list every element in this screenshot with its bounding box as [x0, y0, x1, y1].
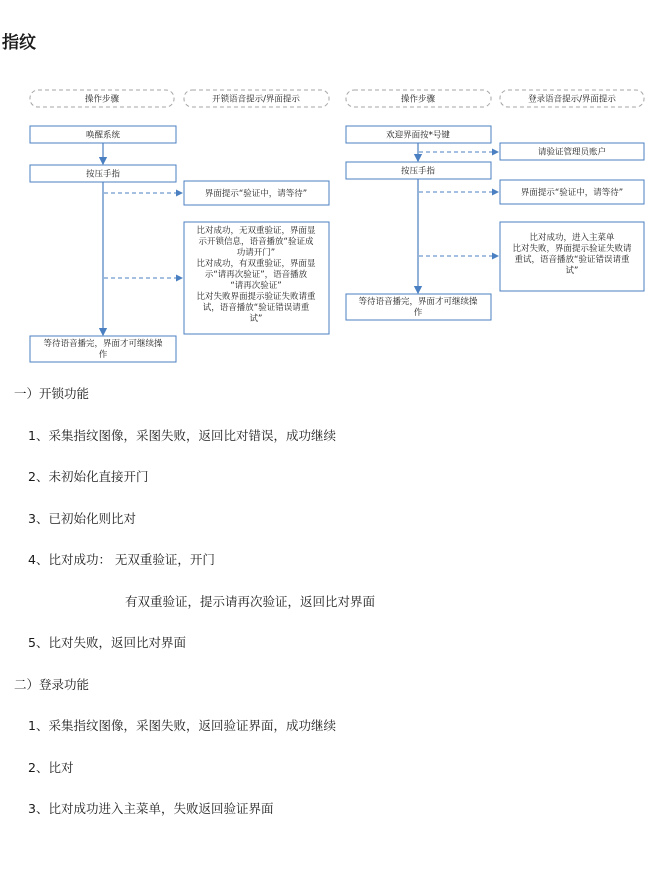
left-prompt-line-3: 功请开门” — [236, 248, 276, 258]
section-2-item-1: 1、采集指纹图像，采图失败，返回验证界面，成功继续 — [28, 718, 336, 733]
left-prompt-line-9: 试” — [249, 314, 263, 324]
section-2-heading: 二）登录功能 — [14, 677, 90, 692]
section-1-item-1: 1、采集指纹图像，采图失败，返回比对错误，成功继续 — [28, 428, 336, 443]
left-step-wake-label: 唤醒系统 — [85, 130, 121, 141]
left-prompt-line-7: 比对失败界面提示验证失败请重 — [196, 292, 316, 302]
left-step-wait-label-1: 等待语音播完，界面才可继续操 — [43, 339, 163, 349]
right-flowchart — [346, 90, 644, 320]
left-prompt-result-text — [196, 225, 316, 324]
left-prompt-verifying-label: 界面提示“验证中，请等待” — [204, 189, 308, 199]
section-2-item-2: 2、比对 — [28, 760, 74, 775]
right-prompt-line-2: 比对失败，界面提示验证失败请 — [512, 244, 632, 254]
right-prompt-verifying-label: 界面提示“验证中，请等待” — [520, 188, 624, 198]
right-prompt-line-4: 试” — [565, 266, 579, 276]
section-2-item-3: 3、比对成功进入主菜单，失败返回验证界面 — [28, 801, 274, 816]
section-1-item-4-continued: 有双重验证，提示请再次验证，返回比对界面 — [125, 594, 376, 609]
right-step-press-label: 按压手指 — [400, 166, 436, 177]
left-flowchart — [30, 90, 329, 362]
right-prompt-line-1: 比对成功，进入主菜单 — [529, 233, 615, 243]
right-header-steps-label: 操作步骤 — [400, 94, 436, 105]
left-step-wait-label-2: 作 — [98, 350, 108, 360]
right-header-prompts-label: 登录语音提示/界面提示 — [528, 94, 616, 105]
page-title: 指纹 — [2, 33, 36, 53]
left-prompt-line-6: “请再次验证” — [230, 281, 282, 291]
section-1-item-2: 2、未初始化直接开门 — [28, 469, 149, 484]
right-step-welcome-label: 欢迎界面按*号键 — [386, 130, 450, 141]
left-prompt-line-4: 比对成功，有双重验证，界面显 — [196, 259, 316, 269]
right-admin-label: 请验证管理员账户 — [537, 147, 607, 158]
section-1-item-5: 5、比对失败，返回比对界面 — [28, 635, 186, 650]
left-step-press-label: 按压手指 — [85, 169, 121, 180]
left-header-steps-label: 操作步骤 — [84, 94, 120, 105]
right-prompt-line-3: 重试，语音播放“验证错误请重 — [514, 255, 630, 265]
left-prompt-line-2: 示开锁信息，语音播放“验证成 — [198, 237, 314, 247]
left-prompt-line-8: 试，语音播放“验证错误请重 — [202, 303, 310, 313]
section-1-heading: 一）开锁功能 — [14, 386, 90, 401]
left-header-prompts-label: 开锁语音提示/界面提示 — [212, 94, 300, 105]
left-prompt-line-1: 比对成功，无双重验证，界面显 — [196, 226, 316, 236]
section-1-item-4: 4、比对成功： 无双重验证，开门 — [28, 552, 215, 567]
right-step-wait-label-1: 等待语音播完，界面才可继续操 — [358, 297, 478, 307]
right-step-wait-label-2: 作 — [413, 308, 423, 318]
flowchart-diagram — [0, 0, 650, 380]
section-1-item-3: 3、已初始化则比对 — [28, 511, 136, 526]
left-prompt-line-5: 示“请再次验证”，语音播放 — [204, 270, 308, 280]
